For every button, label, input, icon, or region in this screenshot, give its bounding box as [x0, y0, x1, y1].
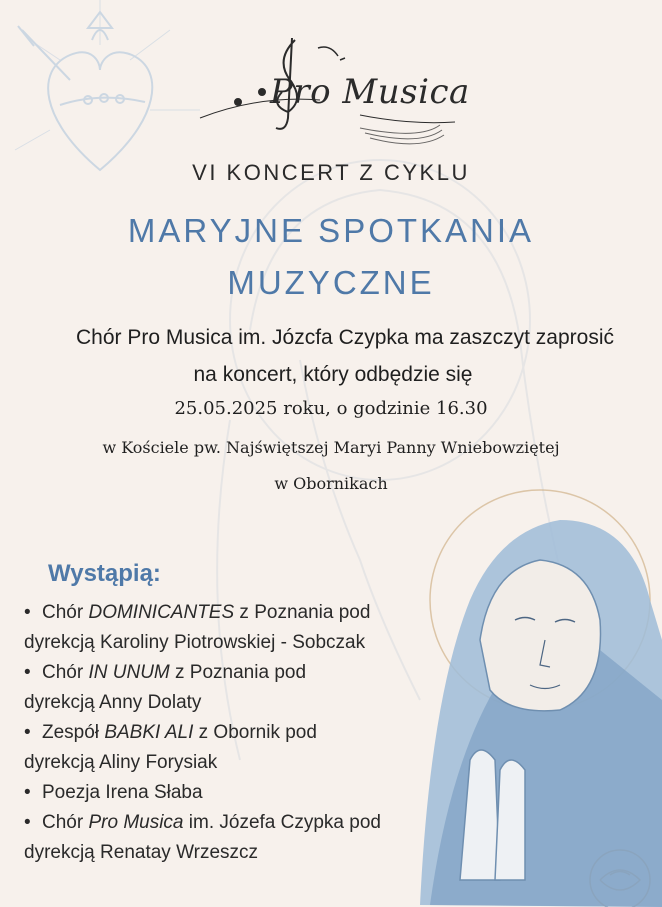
concert-venue-line-2: w Obornikach [274, 474, 388, 493]
bullet-icon: • [24, 602, 31, 623]
bullet-icon: • [24, 782, 31, 803]
performer-director: dyrekcją Aliny Forysiak [24, 752, 218, 773]
performer-director: dyrekcją Renatay Wrzeszcz [24, 842, 259, 863]
performer-item: • Poezja Irena Słaba [24, 778, 484, 808]
invitation-line-1: Chór Pro Musica im. Józcfa Czypka ma zaszczyt zaprosić [76, 326, 614, 349]
performer-director: dyrekcją Karoliny Piotrowskiej - Sobczak [24, 632, 366, 653]
logo-text: Pro Musica [270, 72, 470, 112]
performer-director: dyrekcją Anny Dolaty [24, 692, 202, 713]
invitation-line-2: na koncert, który odbędzie się [193, 363, 473, 386]
concert-venue-line-1: w Kościele pw. Najświętszej Maryi Panny Wniebowziętej [102, 438, 560, 457]
performers-heading: Wystąpią: [48, 560, 161, 587]
concert-subtitle: VI KONCERT Z CYKLU [192, 160, 470, 185]
performer-list [24, 598, 484, 868]
performer-item: • Chór IN UNUM z Poznania pod [24, 658, 484, 688]
performer-name: IN UNUM [88, 662, 170, 683]
bullet-icon: • [24, 662, 31, 683]
performer-name: BABKI ALI [104, 722, 194, 743]
performer-name: DOMINICANTES [88, 602, 235, 623]
bullet-icon: • [24, 722, 31, 743]
performer-item: • Chór Pro Musica im. Józefa Czypka pod [24, 808, 484, 838]
bullet-icon: • [24, 812, 31, 833]
concert-date: 25.05.2025 roku, o godzinie 16.30 [174, 398, 488, 419]
sacred-heart-icon [15, 0, 200, 170]
performer-item: • Zespół BABKI ALI z Obornik pod [24, 718, 484, 748]
concert-title-line-2: MUZYCZNE [227, 264, 435, 301]
performer-name: Pro Musica [88, 812, 184, 833]
performer-item: • Chór DOMINICANTES z Poznania pod [24, 598, 484, 628]
concert-title-line-1: MARYJNE SPOTKANIA [127, 212, 535, 249]
